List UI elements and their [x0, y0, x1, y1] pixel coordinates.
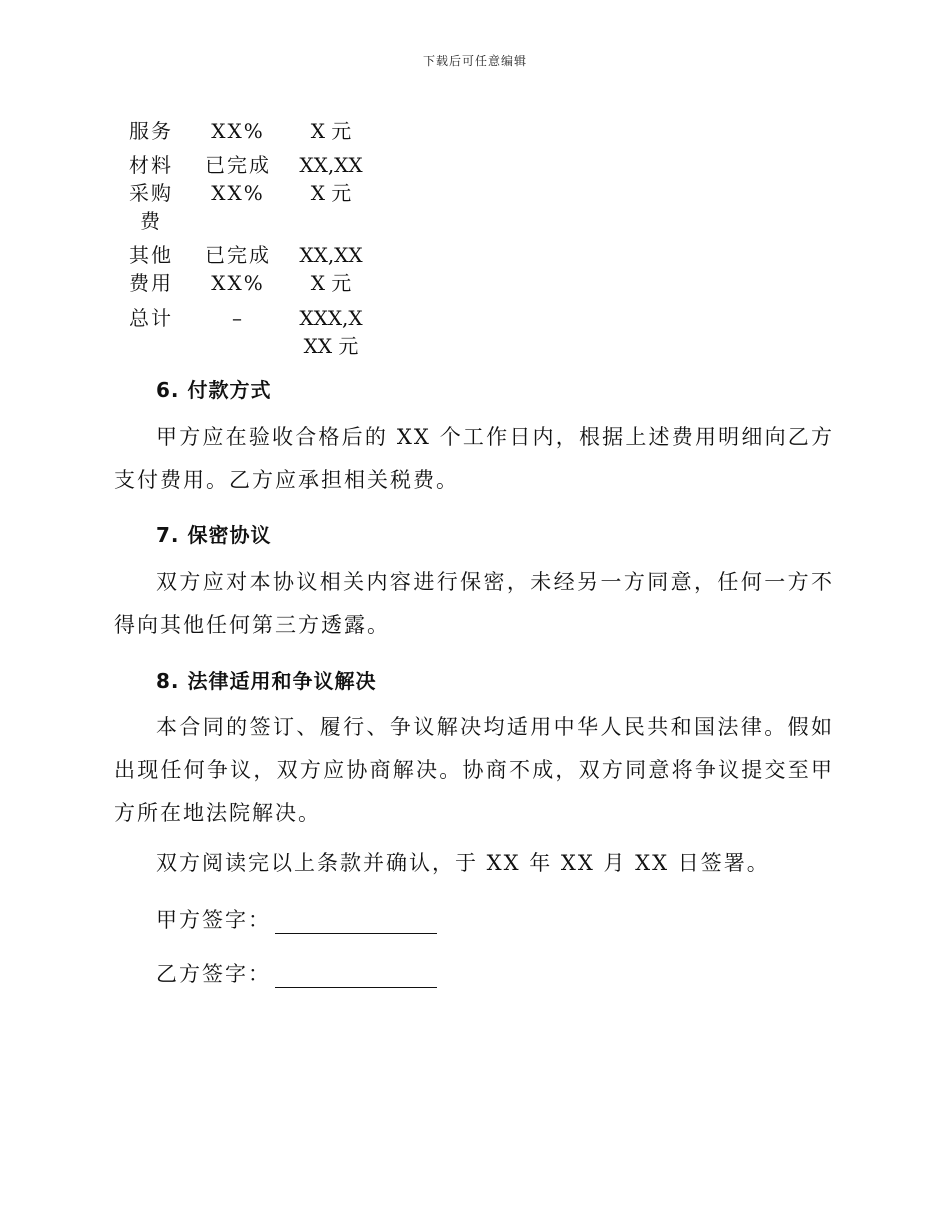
table-cell-item: 费用 [129, 271, 173, 295]
closing-statement: 双方阅读完以上条款并确认，于 XX 年 XX 月 XX 日签署。 [156, 851, 770, 875]
table-cell-status: XX% [211, 271, 265, 295]
table-cell-item: 材料 [129, 153, 173, 177]
table-cell-item: 采购 [129, 181, 173, 205]
section-heading-payment: 6. 付款方式 [156, 378, 272, 402]
signature-line [275, 911, 437, 934]
table-cell-status: – [232, 306, 244, 330]
table-cell-status: 已完成 [205, 153, 271, 177]
table-cell-status: 已完成 [205, 243, 271, 267]
table-cell-amount: XX,XX [299, 243, 363, 267]
signature-party-a [156, 904, 437, 934]
signature-party-b [156, 958, 437, 988]
table-cell-amount: X 元 [310, 271, 352, 295]
section-heading-confidentiality: 7. 保密协议 [156, 523, 272, 547]
table-cell-status: XX% [211, 181, 265, 205]
table-cell-amount: X 元 [310, 181, 352, 205]
table-cell-amount: XX,XX [299, 153, 363, 177]
table-cell-amount: XX 元 [303, 334, 359, 358]
table-cell-item: 总计 [129, 306, 173, 330]
table-cell-amount: XXX,X [299, 306, 363, 330]
table-cell-amount: X 元 [310, 119, 352, 143]
table-cell-item: 服务 [129, 119, 173, 143]
table-cell-item: 其他 [129, 243, 173, 267]
section-body-payment: 甲方应在验收合格后的 XX 个工作日内，根据上述费用明细向乙方支付费用。乙方应承担相关税费。 [114, 425, 834, 492]
signature-label: 甲方签字： [156, 908, 271, 932]
table-cell-status: XX% [211, 119, 265, 143]
page-header-note: 下载后可任意编辑 [422, 54, 527, 68]
section-heading-law: 8. 法律适用和争议解决 [156, 669, 377, 693]
section-body-confidentiality: 双方应对本协议相关内容进行保密，未经另一方同意，任何一方不得向其他任何第三方透露。 [114, 570, 834, 637]
section-body-law: 本合同的签订、履行、争议解决均适用中华人民共和国法律。假如出现任何争议，双方应协商解决。协商不成，双方同意将争议提交至甲方所在地法院解决。 [114, 715, 834, 825]
signature-label: 乙方签字： [156, 962, 271, 986]
table-cell-item: 费 [140, 209, 162, 233]
signature-line [275, 965, 437, 988]
